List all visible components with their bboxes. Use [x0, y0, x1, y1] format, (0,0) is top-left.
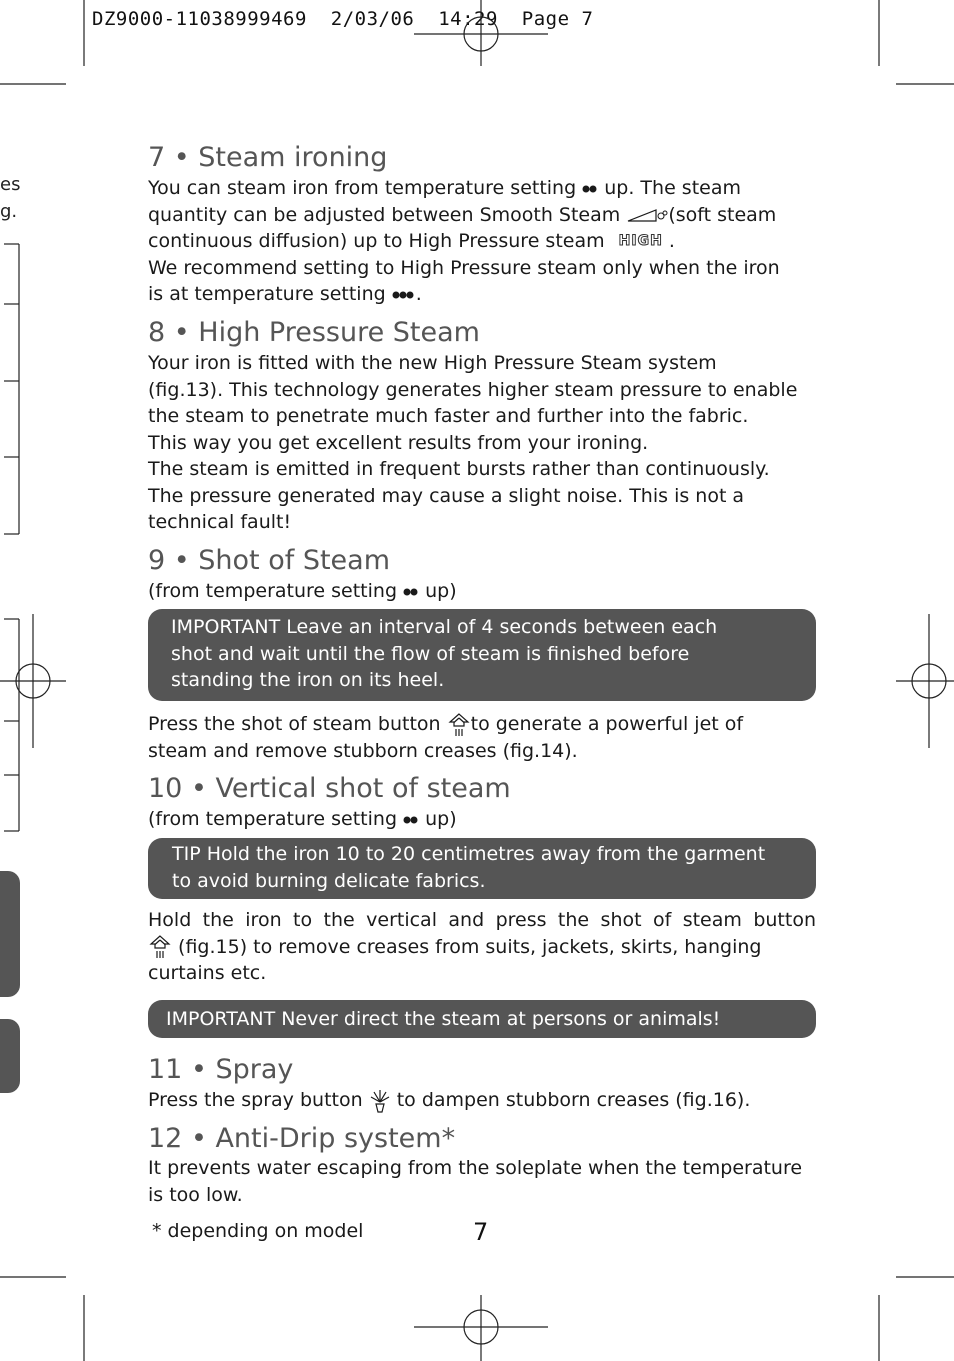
- spray-icon: [369, 1088, 391, 1114]
- section-heading: 9 • Shot of Steam: [148, 545, 390, 576]
- section-heading: 11 • Spray: [148, 1054, 294, 1085]
- section-heading: 8 • High Pressure Steam: [148, 317, 480, 348]
- side-tab: [0, 871, 20, 997]
- section-heading: 12 • Anti-Drip system*: [148, 1123, 456, 1154]
- shot-of-steam-icon: [148, 934, 172, 960]
- temperature-two-dots-icon: [403, 587, 419, 597]
- page-number: 7: [473, 1218, 489, 1246]
- section-10-subtitle: (from temperature setting up): [148, 808, 457, 830]
- important-warning: IMPORTANT Never direct the steam at persons or animals!: [148, 1000, 816, 1038]
- section-11-text: Press the spray button to dampen stubborn creases (fig.16).: [148, 1087, 816, 1114]
- section-12-text: It prevents water escaping from the soleplate when the temperature is too low.: [148, 1157, 803, 1206]
- temperature-two-dots-icon: [403, 815, 419, 825]
- section-heading: 10 • Vertical shot of steam: [148, 773, 511, 804]
- high-pressure-icon: HIGH: [618, 233, 663, 250]
- tip-notice: TIP Hold the iron 10 to 20 centimetres away from the garment to avoid burning delicate fabrics.: [148, 838, 816, 899]
- bleed-fragment: g.: [0, 201, 18, 222]
- section-heading: 7 • Steam ironing: [148, 142, 388, 173]
- important-notice: IMPORTANT Leave an interval of 4 seconds between each shot and wait until the flow of steam is finished before standing the iron on its heel.: [148, 609, 816, 701]
- smooth-steam-icon: [626, 206, 668, 224]
- footnote: * depending on model: [152, 1220, 364, 1242]
- section-8-text: Your iron is fitted with the new High Pressure Steam system (fig.13). This technology generates higher steam pressure to enable the steam to penetrate much faster and further into the fabric. This way you get excellent results from your ironing. The steam is emitted in frequent bursts rather than continuously. The pressure generated may cause a slight noise. This is not a technical fault!: [148, 352, 798, 533]
- side-tab: [0, 1019, 20, 1093]
- section-10-text: Hold the iron to the vertical and press the shot of steam button (fig.15) to remove creases from suits, jackets, skirts, hanging curtains etc.: [148, 909, 816, 984]
- temperature-three-dots-icon: [392, 290, 416, 300]
- bleed-fragment: es: [0, 174, 21, 195]
- shot-of-steam-icon: [447, 712, 471, 738]
- section-9-text: Press the shot of steam button to generate a powerful jet of steam and remove stubborn creases (fig.14).: [148, 713, 744, 762]
- section-7-text: You can steam iron from temperature setting up. The steam quantity can be adjusted between Smooth Steam (soft steam continuous diffusion) up to High Pressure steam HIGH . We recommend setting to High Pressure steam only when the iron is at temperature setting .: [148, 177, 780, 306]
- section-9-subtitle: (from temperature setting up): [148, 580, 457, 602]
- temperature-two-dots-icon: [582, 184, 598, 194]
- print-slug: DZ9000-11038999469 2/03/06 14:29 Page 7: [92, 8, 594, 30]
